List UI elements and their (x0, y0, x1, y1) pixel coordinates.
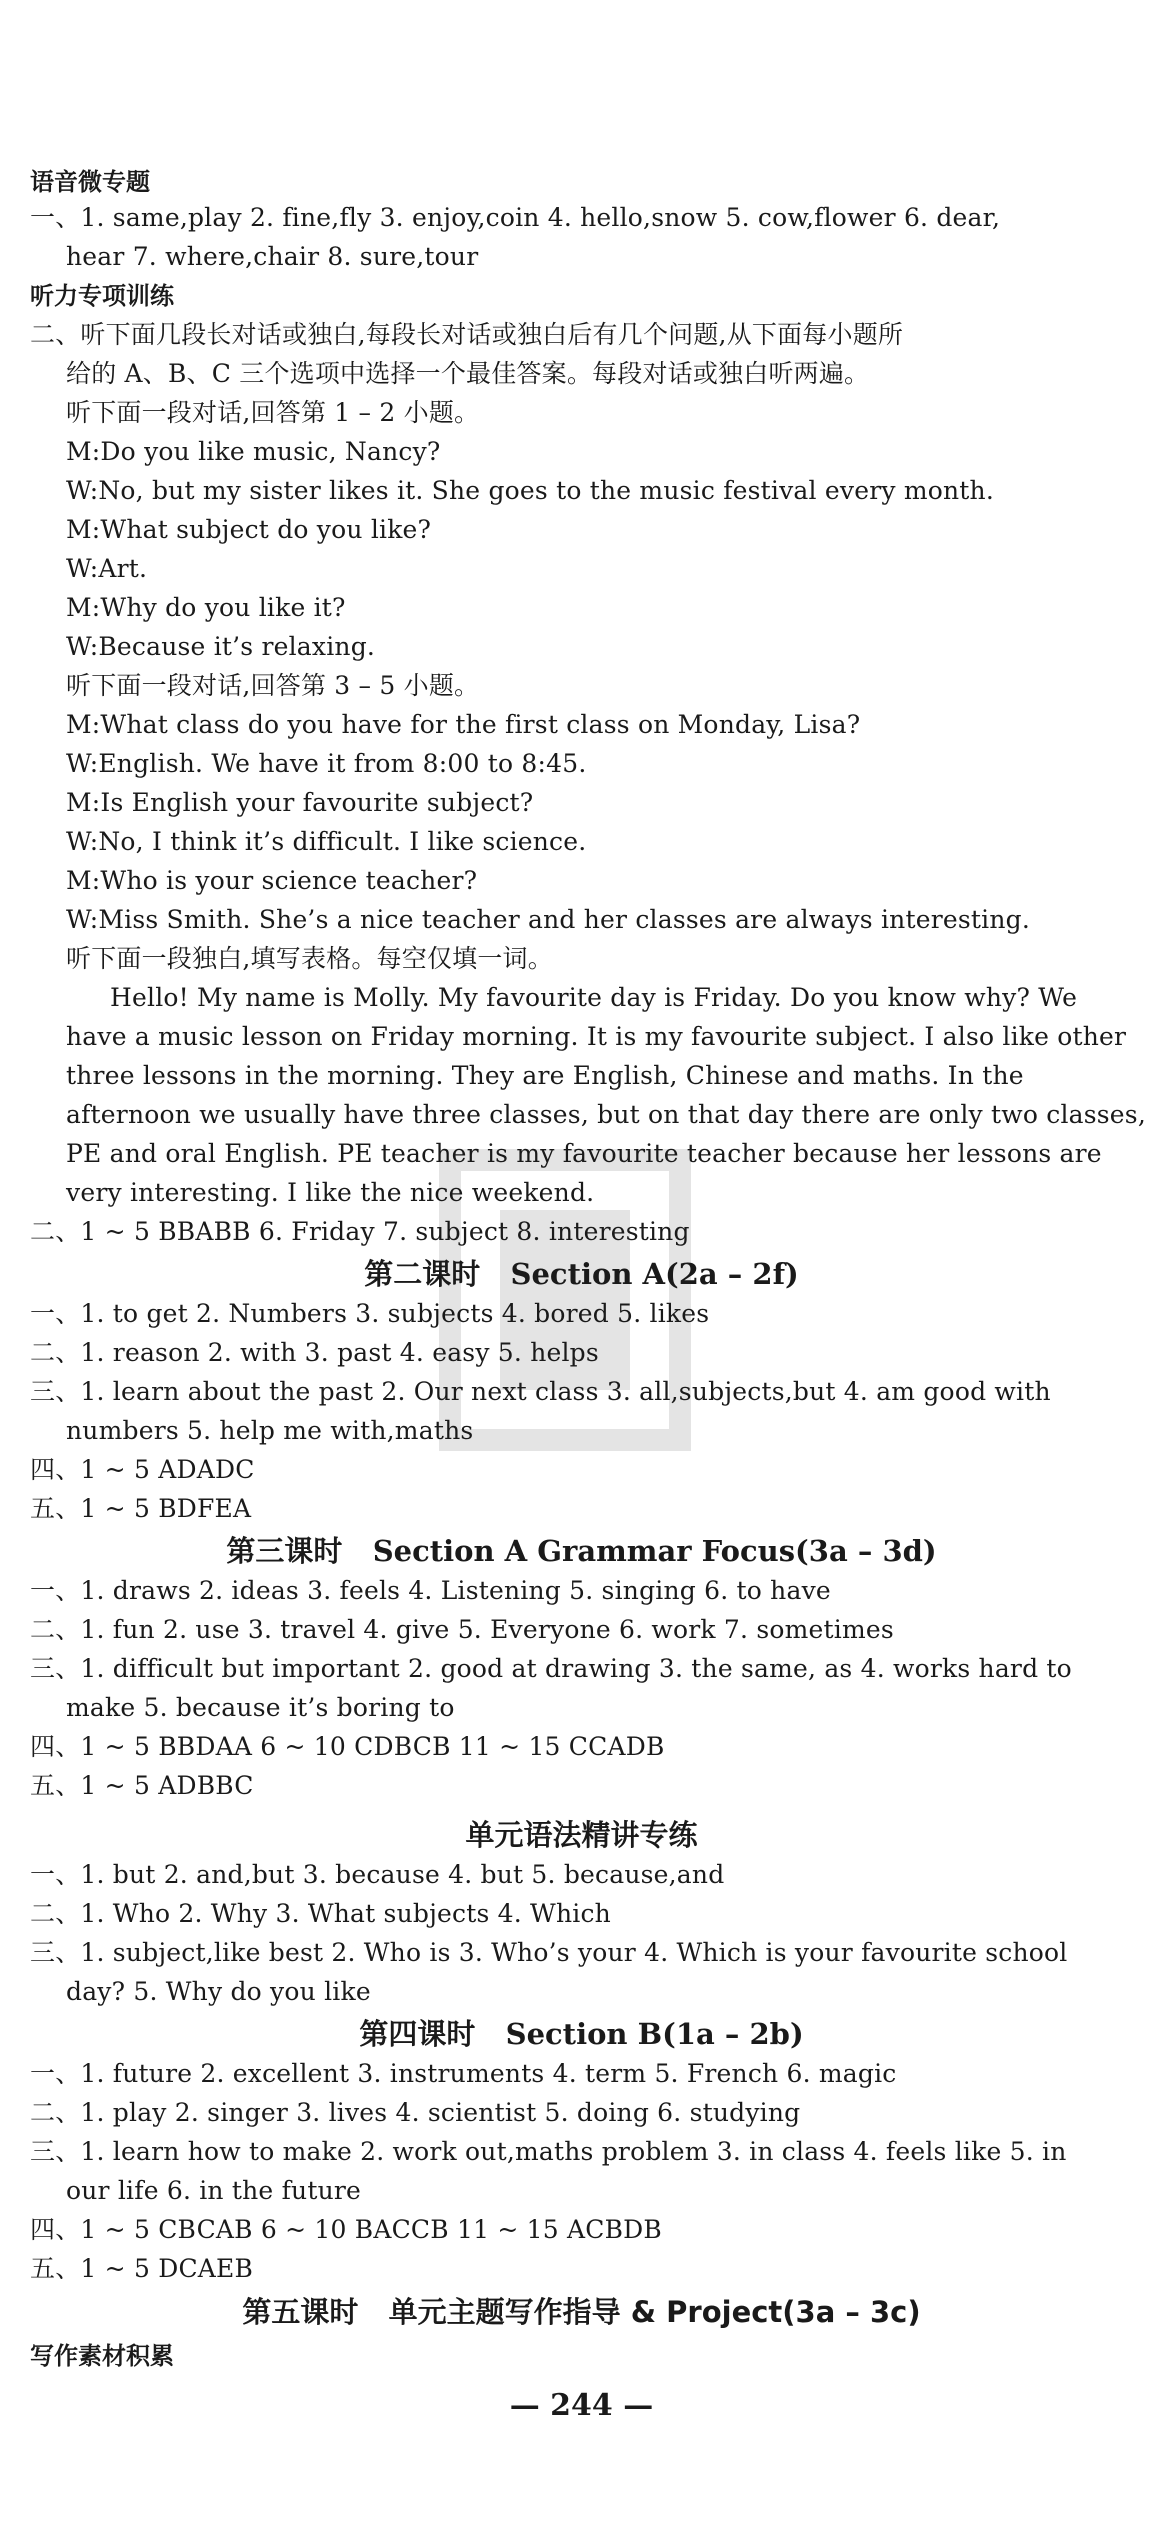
monologue-line: very interesting. I like the nice weekend. (66, 1178, 595, 1207)
answer-line: 二、1. play 2. singer 3. lives 4. scientist 5. doing 6. studying (30, 2098, 801, 2127)
answer-line: hear 7. where,chair 8. sure,tour (66, 242, 479, 271)
answer-line: 一、1. same,play 2. fine,fly 3. enjoy,coin 4. hello,snow 5. cow,flower 6. dear, (30, 203, 1001, 232)
lesson-title-cn: 第四课时 (359, 2017, 476, 2051)
lesson-title-en: Section A Grammar Focus(3a – 3d) (372, 1534, 937, 1568)
dialogue-line: M:Why do you like it? (66, 593, 346, 622)
dialogue-line: M:What subject do you like? (66, 515, 432, 544)
answer-line: day? 5. Why do you like (66, 1977, 371, 2006)
section-heading-phonics: 语音微专题 (30, 168, 150, 196)
answer-line: 四、1 ~ 5 BBDAA 6 ~ 10 CDBCB 11 ~ 15 CCADB (30, 1732, 665, 1761)
lesson-title-5 (0, 2294, 1163, 2330)
instruction-line: 听下面一段独白,填写表格。每空仅填一词。 (66, 944, 553, 973)
lesson-title-cn: 第二课时 (364, 1257, 481, 1291)
lesson-title-4 (0, 2016, 1163, 2052)
lesson-title-en: 单元主题写作指导 & Project(3a – 3c) (388, 2295, 921, 2329)
dialogue-line: M:Is English your favourite subject? (66, 788, 534, 817)
answer-line: 一、1. draws 2. ideas 3. feels 4. Listening 5. singing 6. to have (30, 1576, 831, 1605)
dialogue-line: W:No, but my sister likes it. She goes to the music festival every month. (66, 476, 994, 505)
answer-line: 一、1. but 2. and,but 3. because 4. but 5. because,and (30, 1860, 725, 1889)
answer-line: 三、1. difficult but important 2. good at drawing 3. the same, as 4. works hard to (30, 1654, 1072, 1683)
dialogue-line: M:What class do you have for the first class on Monday, Lisa? (66, 710, 861, 739)
answer-line: 一、1. future 2. excellent 3. instruments 4. term 5. French 6. magic (30, 2059, 897, 2088)
dialogue-line: W:Art. (66, 554, 148, 583)
dialogue-line: W:Because it’s relaxing. (66, 632, 376, 661)
section-heading-writing: 写作素材积累 (30, 2342, 174, 2370)
answer-line: 五、1 ~ 5 BDFEA (30, 1494, 252, 1523)
monologue-line: PE and oral English. PE teacher is my favourite teacher because her lessons are (66, 1139, 1102, 1168)
lesson-title-cn: 第五课时 (242, 2295, 359, 2329)
answer-line: numbers 5. help me with,maths (66, 1416, 474, 1445)
answer-line: 二、1 ~ 5 BBABB 6. Friday 7. subject 8. interesting (30, 1217, 690, 1246)
grammar-title (0, 1817, 1163, 1853)
lesson-title-3 (0, 1533, 1163, 1569)
instruction-line: 二、听下面几段长对话或独白,每段长对话或独白后有几个问题,从下面每小题所 (30, 320, 904, 349)
answer-line: 一、1. to get 2. Numbers 3. subjects 4. bored 5. likes (30, 1299, 710, 1328)
monologue-line: Hello! My name is Molly. My favourite day is Friday. Do you know why? We (110, 983, 1078, 1012)
monologue-line: three lessons in the morning. They are English, Chinese and maths. In the (66, 1061, 1024, 1090)
answer-line: 五、1 ~ 5 DCAEB (30, 2254, 254, 2283)
answer-line: our life 6. in the future (66, 2176, 362, 2205)
answer-line: make 5. because it’s boring to (66, 1693, 455, 1722)
dialogue-line: W:No, I think it’s difficult. I like science. (66, 827, 587, 856)
answer-line: 四、1 ~ 5 ADADC (30, 1455, 255, 1484)
dialogue-line: W:English. We have it from 8:00 to 8:45. (66, 749, 587, 778)
monologue-line: have a music lesson on Friday morning. It is my favourite subject. I also like other (66, 1022, 1127, 1051)
answer-line: 四、1 ~ 5 CBCAB 6 ~ 10 BACCB 11 ~ 15 ACBDB (30, 2215, 662, 2244)
instruction-line: 给的 A、B、C 三个选项中选择一个最佳答案。每段对话或独白听两遍。 (66, 359, 870, 388)
answer-line: 五、1 ~ 5 ADBBC (30, 1771, 254, 1800)
lesson-title-en: Section A(2a – 2f) (510, 1257, 799, 1291)
answer-line: 三、1. learn how to make 2. work out,maths problem 3. in class 4. feels like 5. in (30, 2137, 1067, 2166)
instruction-line: 听下面一段对话,回答第 1 – 2 小题。 (66, 398, 480, 427)
page-number: — 244 — (509, 2388, 654, 2423)
lesson-title-en: Section B(1a – 2b) (505, 2017, 804, 2051)
dialogue-line: W:Miss Smith. She’s a nice teacher and her classes are always interesting. (66, 905, 1030, 934)
dialogue-line: M:Who is your science teacher? (66, 866, 478, 895)
answer-line: 二、1. fun 2. use 3. travel 4. give 5. Everyone 6. work 7. sometimes (30, 1615, 894, 1644)
answer-line: 三、1. learn about the past 2. Our next class 3. all,subjects,but 4. am good with (30, 1377, 1051, 1406)
answer-line: 二、1. reason 2. with 3. past 4. easy 5. helps (30, 1338, 599, 1367)
answer-line: 三、1. subject,like best 2. Who is 3. Who’s your 4. Which is your favourite school (30, 1938, 1068, 1967)
grammar-title-cn: 单元语法精讲专练 (465, 1818, 698, 1852)
lesson-title-2 (0, 1256, 1163, 1292)
monologue-line: afternoon we usually have three classes, but on that day there are only two classes, (66, 1100, 1146, 1129)
answer-line: 二、1. Who 2. Why 3. What subjects 4. Which (30, 1899, 611, 1928)
instruction-line: 听下面一段对话,回答第 3 – 5 小题。 (66, 671, 480, 700)
section-heading-listening: 听力专项训练 (30, 282, 174, 310)
lesson-title-cn: 第三课时 (226, 1534, 343, 1568)
dialogue-line: M:Do you like music, Nancy? (66, 437, 441, 466)
